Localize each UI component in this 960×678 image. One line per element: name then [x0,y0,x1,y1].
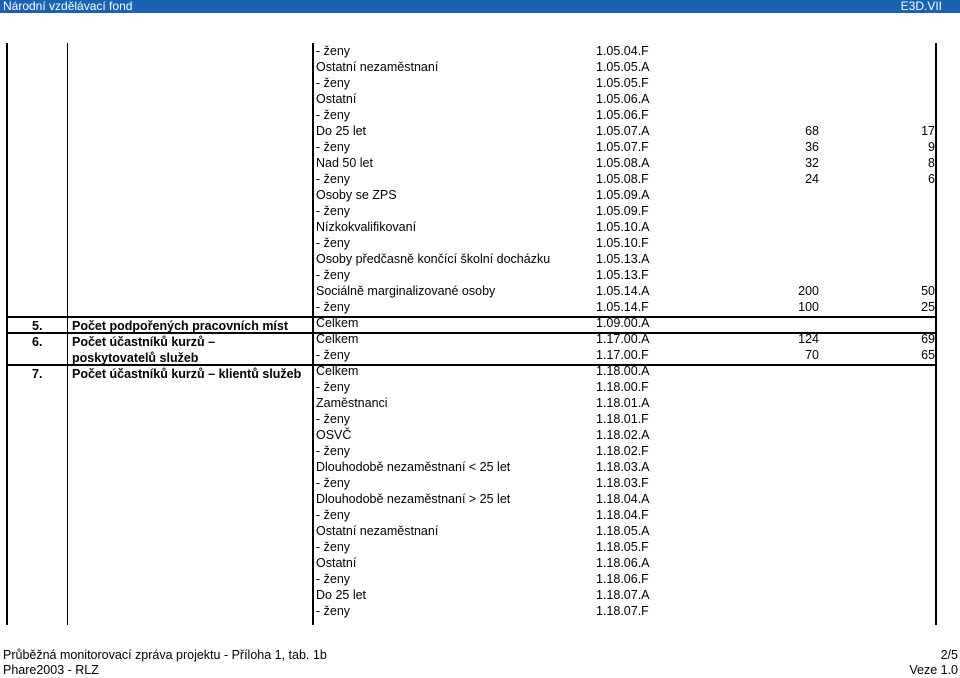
row-code: 1.18.02.A [596,428,650,442]
table-row [0,507,960,523]
section-5 [0,318,960,334]
row-code: 1.05.08.F [596,172,649,186]
row-label: - ženy [316,444,351,458]
table-row [0,427,960,443]
row-label: Sociálně marginalizované osoby [316,284,496,298]
row-value-1: 68 [805,124,819,138]
row-code: 1.18.00.F [596,380,649,394]
table-row [0,219,960,235]
table-row [0,587,960,603]
row-label: Ostatní nezaměstnaní [316,524,439,538]
row-label: - ženy [316,604,351,618]
row-value-2: 8 [928,156,935,170]
row-code: 1.18.07.F [596,604,649,618]
table-row [0,283,960,299]
row-code: 1.05.05.F [596,76,649,90]
table-row [0,395,960,411]
footer-report-title: Průběžná monitorovací zpráva projektu - Příloha 1, tab. 1b [3,648,327,662]
row-value-1: 124 [798,332,819,346]
row-label: - ženy [316,172,351,186]
row-label: - ženy [316,76,351,90]
table-row [0,107,960,123]
section-6-cont [0,350,960,366]
table-row [0,251,960,267]
row-code: 1.09.00.A [596,316,650,330]
row-value-2: 50 [921,284,935,298]
row-label: Nad 50 let [316,156,373,170]
section-7 [0,366,960,382]
row-label: Osoby předčasně končící školní docházku [316,252,551,266]
row-code: 1.05.06.F [596,108,649,122]
row-label: Ostatní nezaměstnaní [316,60,439,74]
document-header [0,0,960,13]
row-label: - ženy [316,572,351,586]
section-7-title: Počet účastníků kurzů – klientů služeb [72,367,302,381]
table-row [0,603,960,619]
row-code: 1.05.06.A [596,92,650,106]
row-label: - ženy [316,140,351,154]
section-6-title-line2: poskytovatelů služeb [72,351,199,365]
row-label: Nízkokvalifikovaní [316,220,417,234]
row-code: 1.05.13.F [596,268,649,282]
row-code: 1.05.04.F [596,44,649,58]
row-label: - ženy [316,204,351,218]
row-code: 1.18.00.A [596,364,650,378]
table-row [0,571,960,587]
row-label: - ženy [316,300,351,314]
row-code: 1.18.07.A [596,588,650,602]
header-org: Národní vzdělávací fond [3,0,133,13]
table-row [0,75,960,91]
row-code: 1.05.09.F [596,204,649,218]
table-row [0,155,960,171]
row-value-2: 9 [928,140,935,154]
row-label: - ženy [316,108,351,122]
row-code: 1.05.14.A [596,284,650,298]
row-code: 1.05.10.F [596,236,649,250]
section-5-number: 5. [32,319,43,333]
table-row [0,187,960,203]
row-label: - ženy [316,476,351,490]
table-row [0,59,960,75]
row-value-1: 36 [805,140,819,154]
row-value-2: 25 [921,300,935,314]
row-code: 1.18.02.F [596,444,649,458]
row-value-2: 65 [921,348,935,362]
row-label: Ostatní [316,556,357,570]
row-label: - ženy [316,412,351,426]
section-5-title: Počet podpořených pracovních míst [72,319,289,333]
table-row [0,91,960,107]
row-value-2: 6 [928,172,935,186]
row-label: - ženy [316,508,351,522]
row-code: 1.18.06.A [596,556,650,570]
row-code: 1.05.13.A [596,252,650,266]
row-label: Celkem [316,332,359,346]
row-label: - ženy [316,44,351,58]
footer-page-number: 2/5 [940,648,958,662]
row-code: 1.05.07.F [596,140,649,154]
row-label: Do 25 let [316,124,367,138]
row-label: - ženy [316,348,351,362]
section-7-number: 7. [32,367,43,381]
row-code: 1.17.00.F [596,348,649,362]
row-label: Celkem [316,364,359,378]
row-value-1: 24 [805,172,819,186]
row-code: 1.18.01.F [596,412,649,426]
footer-version: Veze 1.0 [909,663,958,677]
row-value-2: 17 [921,124,935,138]
row-code: 1.17.00.A [596,332,650,346]
row-code: 1.18.05.F [596,540,649,554]
row-label: - ženy [316,540,351,554]
row-value-2: 69 [921,332,935,346]
row-code: 1.18.03.A [596,460,650,474]
row-code: 1.18.04.F [596,508,649,522]
row-label: Celkem [316,316,359,330]
footer-programme: Phare2003 - RLZ [3,663,99,677]
row-label: Do 25 let [316,588,367,602]
footer-right [909,648,958,678]
row-label: Zaměstnanci [316,396,388,410]
row-code: 1.05.08.A [596,156,650,170]
row-label: Dlouhodobě nezaměstnaní < 25 let [316,460,511,474]
table-row [0,299,960,315]
table-row [0,267,960,283]
table-row [0,523,960,539]
row-value-1: 100 [798,300,819,314]
row-code: 1.05.09.A [596,188,650,202]
row-code: 1.18.05.A [596,524,650,538]
row-code: 1.18.01.A [596,396,650,410]
row-code: 1.18.03.F [596,476,649,490]
table-row [0,203,960,219]
row-label: - ženy [316,236,351,250]
row-label: - ženy [316,268,351,282]
footer-left [3,648,327,678]
header-code: E3D.VII [900,0,942,13]
row-value-1: 70 [805,348,819,362]
row-value-1: 200 [798,284,819,298]
row-label: Osoby se ZPS [316,188,397,202]
row-value-1: 32 [805,156,819,170]
section-6-title-line1: Počet účastníků kurzů – [72,335,216,349]
row-code: 1.05.05.A [596,60,650,74]
row-code: 1.18.06.F [596,572,649,586]
table-row [0,139,960,155]
row-code: 1.18.04.A [596,492,650,506]
table-row [0,411,960,427]
row-label: Dlouhodobě nezaměstnaní > 25 let [316,492,511,506]
row-label: Ostatní [316,92,357,106]
row-code: 1.05.07.A [596,124,650,138]
section-6-number: 6. [32,335,43,349]
table-row [0,539,960,555]
table-row [0,459,960,475]
table-row [0,171,960,187]
row-label: OSVČ [316,428,352,442]
table-row [0,443,960,459]
row-code: 1.05.14.F [596,300,649,314]
table-row [0,43,960,59]
row-label: - ženy [316,380,351,394]
table-row [0,475,960,491]
table-row [0,555,960,571]
row-code: 1.05.10.A [596,220,650,234]
section-6 [0,334,960,350]
table-row [0,123,960,139]
table-row [0,235,960,251]
table-row [0,491,960,507]
